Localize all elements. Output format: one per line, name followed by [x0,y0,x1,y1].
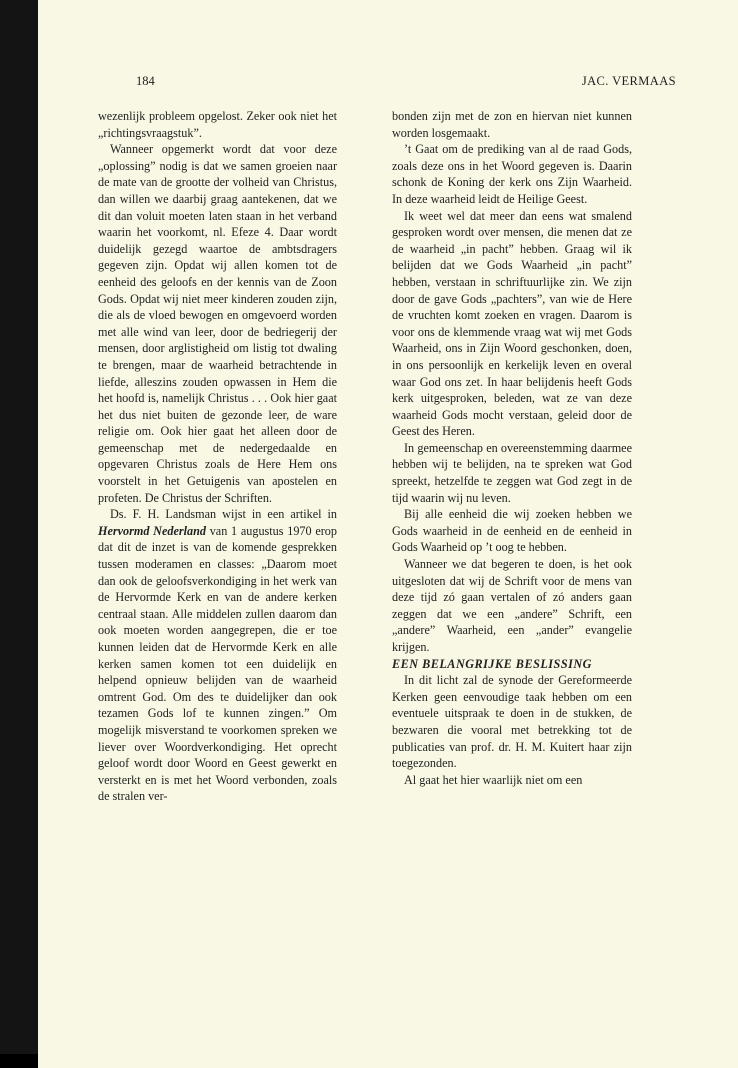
text-run: van 1 augustus 1970 erop dat dit de inzet is van de komende gesprekken tussen moderamen en classes: „Daarom moet dan ook de geloofsverkondiging in het werk van de Hervormde Kerk en van de andere kerken centraal staan. Alle middelen zullen daarom dan ook moeten worden aangegrepen, die er toe kunnen leiden dat de Hervormde Kerk en alle kerken samen komen tot een duidelijk en helpend opnieuw belijden van de waarheid omtrent God. Om des te duidelijker dan ook tezamen Gods lof te kunnen zingen.” Om mogelijk misverstand te voorkomen spreken we liever over Woordverkondiging. Het oprecht geloof wordt door Woord en Geest gewerkt en versterkt en is met het Woord verbonden, zoals de stralen ver- [98,523,337,804]
paragraph: Bij alle eenheid die wij zoeken hebben we Gods waarheid in de eenheid en de eenheid in Gods Waarheid op ’t oog te hebben. [392,507,632,555]
scanner-margin-bottom [0,1054,38,1068]
right-column [392,108,632,788]
paragraph: In gemeenschap en overeenstemming daarmee hebben wij te belijden, na te spreken wat God spreekt, hetzelfde te zeggen wat God zegt in de tijd waarin wij nu leven. [392,440,632,505]
publication-title: Hervormd Nederland [98,523,206,538]
paragraph: Wanneer we dat begeren te doen, is het ook uitgesloten dat wij de Schrift voor de mens van deze tijd zó gaan vertalen of zó anders gaan zeggen dat we een „andere” Schrift, een „andere” Waarheid, een „ander” evangelie krijgen. [392,557,632,654]
page-number: 184 [136,74,155,88]
paragraph-landsman [98,506,337,805]
running-header [136,74,676,94]
paragraph: Ik weet wel dat meer dan eens wat smalend gesproken wordt over mensen, die menen dat ze de waarheid „in pacht” hebben. Graag wil ik belijden dat we Gods Waarheid „in pacht” hebben, verstaan in schriftuurlijke zin. We zijn door de gave Gods „pachters”, van wie de Here de vruchten komt zoeken en vragen. Daarom is voor ons de klemmende vraag wat wij met Gods Waarheid, ons in Zijn Woord geschonken, doen, in ons persoonlijk en kerkelijk leven en overal waar God ons zet. In haar belijdenis heeft Gods kerk uitgesproken, beleden, wat ze van deze waarheid Gods mocht verstaan, geleid door de Geest des Heren. [392,208,632,439]
paragraph: Wanneer opgemerkt wordt dat voor deze „oplossing” nodig is dat we samen groeien naar de mate van de grootte der volheid van Christus, dan willen we daarbij graag aantekenen, dat we dit dan voluit moeten laten staan in het verband waarin het voorkomt, nl. Efeze 4. Daar wordt duidelijk gezegd waartoe de ambtsdragers gegeven zijn. Opdat wij allen komen tot de eenheid des geloofs en der kennis van de Zoon Gods. Opdat wij niet meer kinderen zouden zijn, die als de vloed bewogen en omgevoerd worden met alle wind van leer, door de bedriegerij der mensen, door arglistigheid om listig tot dwaling te brengen, maar de waarheid betrachtende in liefde, alleszins zouden opwassen in Hem die het hoofd is, namelijk Christus . . . Ook hier gaat het dus niet buiten de gezonde leer, de ware religie om. Ook hier gaat het alleen door de gemeenschap met de nedergedaalde en opgevaren Christus zoals de Here Hem ons voorstelt in het Getuigenis van apostelen en profeten. De Christus der Schriften. [98,142,337,505]
paragraph: wezenlijk probleem opgelost. Zeker ook niet het „richtingsvraagstuk”. [98,109,337,140]
paragraph: Al gaat het hier waarlijk niet om een [404,772,583,787]
paragraph: ’t Gaat om de prediking van al de raad Gods, zoals deze ons in het Woord gegeven is. Daarin schonk de Koning der kerk ons Zijn Waarheid. In deze waarheid leidt de Heilige Geest. [392,142,632,206]
running-head-author: JAC. VERMAAS [581,74,676,88]
text-run: Ds. F. H. Landsman wijst in een artikel in [110,507,337,522]
scanner-margin-bar [0,0,38,1068]
section-heading: EEN BELANGRIJKE BESLISSING [392,656,592,671]
left-column [98,108,337,805]
paragraph: In dit licht zal de synode der Gereformeerde Kerken geen eenvoudige taak hebben om een eventuele uitspraak te doen in de stukken, de bezwaren die vooral met betrekking tot de publicaties van prof. dr. H. M. Kuitert haar zijn toegezonden. [392,673,632,771]
paragraph: bonden zijn met de zon en hiervan niet kunnen worden losgemaakt. [392,109,632,140]
